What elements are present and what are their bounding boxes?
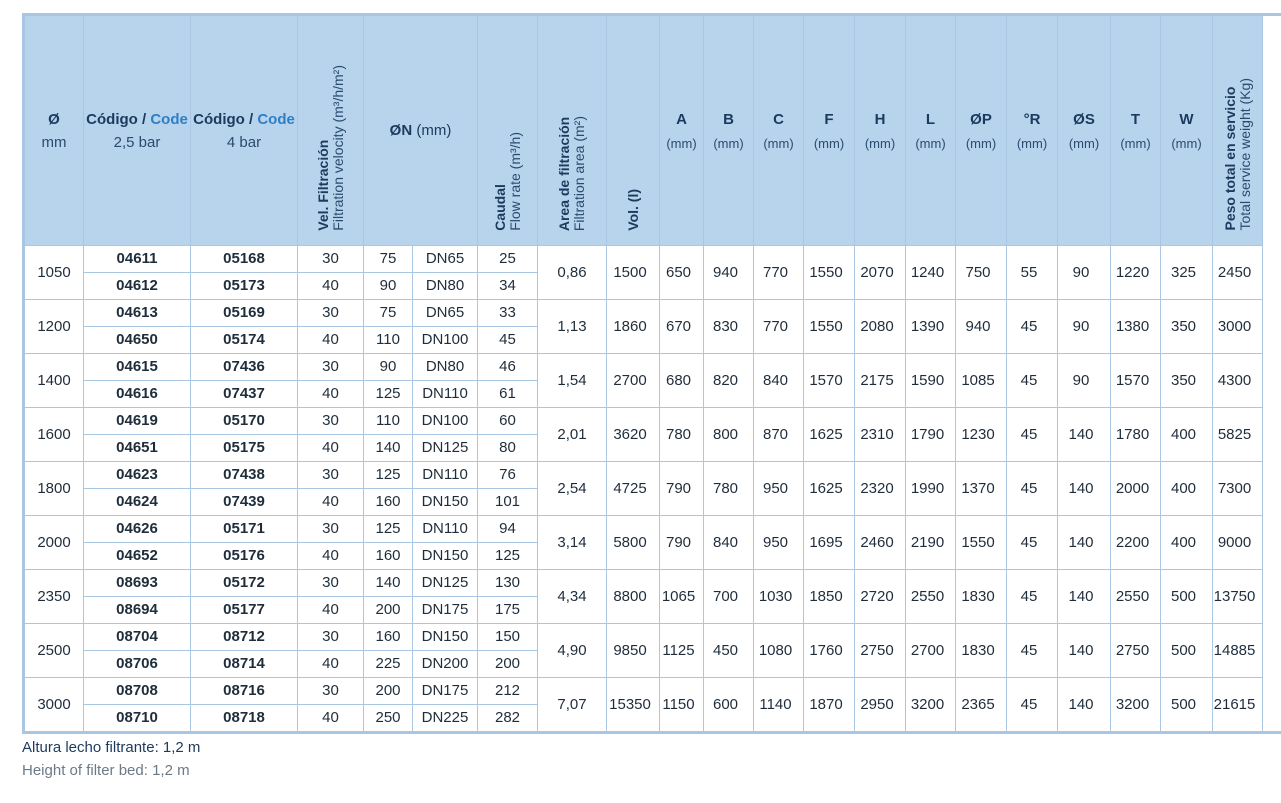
- cell-d: 1050: [24, 246, 84, 300]
- cell-n: 125: [364, 516, 413, 543]
- cell-w: 325: [1161, 246, 1213, 300]
- cell-c1: 08710: [84, 705, 191, 733]
- cell-l: 1990: [906, 462, 956, 516]
- cell-dn: DN200: [413, 651, 478, 678]
- table-row: [24, 246, 1281, 273]
- cell-d: 2500: [24, 624, 84, 678]
- cell-d: 2350: [24, 570, 84, 624]
- cell-a: 790: [660, 462, 704, 516]
- cell-dn: DN100: [413, 408, 478, 435]
- cell-c1: 04624: [84, 489, 191, 516]
- cell-q: 45: [478, 327, 538, 354]
- cell-v: 30: [298, 246, 364, 273]
- cell-d: 2000: [24, 516, 84, 570]
- cell-area: 0,86: [538, 246, 607, 300]
- col-code-4bar: Código / Code 4 bar: [191, 15, 298, 246]
- cell-c2: 08712: [191, 624, 298, 651]
- cell-s: 140: [1058, 678, 1111, 733]
- cell-vol: 15350: [607, 678, 660, 733]
- cell-n: 75: [364, 300, 413, 327]
- table-row: [24, 516, 1281, 543]
- cell-area: 1,13: [538, 300, 607, 354]
- cell-a: 650: [660, 246, 704, 300]
- cell-v: 30: [298, 462, 364, 489]
- cell-q: 33: [478, 300, 538, 327]
- cell-q: 200: [478, 651, 538, 678]
- cell-c: 870: [754, 408, 804, 462]
- cell-p: 1830: [956, 624, 1007, 678]
- cell-r: 55: [1007, 246, 1058, 300]
- cell-v: 30: [298, 300, 364, 327]
- cell-vol: 1860: [607, 300, 660, 354]
- cell-f: 1695: [804, 516, 855, 570]
- cell-b: 820: [704, 354, 754, 408]
- cell-c1: 04619: [84, 408, 191, 435]
- col-c: C (mm): [754, 15, 804, 246]
- cell-kg: 3000: [1213, 300, 1263, 354]
- cell-c2: 05173: [191, 273, 298, 300]
- cell-c2: 05172: [191, 570, 298, 597]
- cell-vol: 4725: [607, 462, 660, 516]
- cell-dn: DN100: [413, 327, 478, 354]
- cell-kg: 13750: [1213, 570, 1263, 624]
- cell-a: 790: [660, 516, 704, 570]
- cell-n: 90: [364, 273, 413, 300]
- cell-t: 2550: [1111, 570, 1161, 624]
- cell-q: 76: [478, 462, 538, 489]
- cell-c2: 05171: [191, 516, 298, 543]
- table-body: [24, 246, 1281, 733]
- table-row: [24, 354, 1281, 381]
- cell-f: 1870: [804, 678, 855, 733]
- table-row: [24, 408, 1281, 435]
- cell-r: 45: [1007, 624, 1058, 678]
- cell-w: 400: [1161, 462, 1213, 516]
- cell-n: 140: [364, 435, 413, 462]
- cell-t: 2000: [1111, 462, 1161, 516]
- cell-v: 30: [298, 354, 364, 381]
- cell-c1: 04616: [84, 381, 191, 408]
- table-row: [24, 300, 1281, 327]
- cell-b: 840: [704, 516, 754, 570]
- cell-kg: 7300: [1213, 462, 1263, 516]
- cell-p: 940: [956, 300, 1007, 354]
- cell-q: 130: [478, 570, 538, 597]
- cell-v: 40: [298, 651, 364, 678]
- cell-q: 60: [478, 408, 538, 435]
- cell-q: 94: [478, 516, 538, 543]
- cell-c2: 05174: [191, 327, 298, 354]
- col-filtration-velocity: Vel. Filtración Filtration velocity (m³/h/m²): [298, 15, 364, 246]
- cell-vol: 1500: [607, 246, 660, 300]
- cell-h: 2750: [855, 624, 906, 678]
- filter-bed-height-es: Altura lecho filtrante: 1,2 m: [22, 739, 201, 756]
- cell-q: 34: [478, 273, 538, 300]
- cell-c2: 05176: [191, 543, 298, 570]
- cell-v: 30: [298, 624, 364, 651]
- cell-dn: DN150: [413, 543, 478, 570]
- cell-dn: DN150: [413, 624, 478, 651]
- cell-b: 800: [704, 408, 754, 462]
- cell-n: 110: [364, 408, 413, 435]
- col-diameter: Ø mm: [24, 15, 84, 246]
- cell-r: 45: [1007, 300, 1058, 354]
- cell-dn: DN80: [413, 273, 478, 300]
- col-r: °R (mm): [1007, 15, 1058, 246]
- cell-vol: 5800: [607, 516, 660, 570]
- cell-n: 225: [364, 651, 413, 678]
- cell-r: 45: [1007, 354, 1058, 408]
- cell-n: 200: [364, 597, 413, 624]
- cell-dn: DN110: [413, 516, 478, 543]
- cell-c: 950: [754, 462, 804, 516]
- col-l: L (mm): [906, 15, 956, 246]
- col-p: ØP (mm): [956, 15, 1007, 246]
- table-row: [24, 678, 1281, 705]
- cell-q: 150: [478, 624, 538, 651]
- cell-dn: DN175: [413, 678, 478, 705]
- cell-c2: 08718: [191, 705, 298, 733]
- cell-q: 25: [478, 246, 538, 273]
- cell-c1: 04652: [84, 543, 191, 570]
- cell-c2: 05170: [191, 408, 298, 435]
- cell-l: 1790: [906, 408, 956, 462]
- cell-b: 600: [704, 678, 754, 733]
- cell-h: 2720: [855, 570, 906, 624]
- cell-c2: 07438: [191, 462, 298, 489]
- cell-c1: 04613: [84, 300, 191, 327]
- cell-n: 160: [364, 543, 413, 570]
- cell-s: 140: [1058, 570, 1111, 624]
- cell-c: 1080: [754, 624, 804, 678]
- spec-table-container: [22, 13, 1271, 734]
- col-a: A (mm): [660, 15, 704, 246]
- cell-s: 90: [1058, 354, 1111, 408]
- cell-area: 7,07: [538, 678, 607, 733]
- table-row: [24, 624, 1281, 651]
- cell-dn: DN110: [413, 381, 478, 408]
- cell-a: 780: [660, 408, 704, 462]
- cell-area: 2,54: [538, 462, 607, 516]
- cell-v: 40: [298, 489, 364, 516]
- cell-c2: 05168: [191, 246, 298, 273]
- cell-r: 45: [1007, 408, 1058, 462]
- cell-v: 30: [298, 570, 364, 597]
- cell-a: 1150: [660, 678, 704, 733]
- cell-q: 46: [478, 354, 538, 381]
- cell-l: 2700: [906, 624, 956, 678]
- cell-c1: 08704: [84, 624, 191, 651]
- cell-v: 30: [298, 516, 364, 543]
- cell-n: 250: [364, 705, 413, 733]
- cell-dn: DN225: [413, 705, 478, 733]
- cell-d: 1600: [24, 408, 84, 462]
- cell-c2: 08716: [191, 678, 298, 705]
- cell-vol: 3620: [607, 408, 660, 462]
- cell-v: 40: [298, 273, 364, 300]
- cell-dn: DN125: [413, 435, 478, 462]
- cell-l: 1590: [906, 354, 956, 408]
- cell-w: 400: [1161, 516, 1213, 570]
- cell-w: 500: [1161, 624, 1213, 678]
- cell-p: 1550: [956, 516, 1007, 570]
- cell-kg: 21615: [1213, 678, 1263, 733]
- cell-kg: 4300: [1213, 354, 1263, 408]
- cell-c: 840: [754, 354, 804, 408]
- cell-q: 80: [478, 435, 538, 462]
- cell-a: 680: [660, 354, 704, 408]
- cell-t: 1570: [1111, 354, 1161, 408]
- cell-s: 90: [1058, 246, 1111, 300]
- header-row: [24, 15, 1281, 246]
- cell-n: 140: [364, 570, 413, 597]
- cell-v: 30: [298, 408, 364, 435]
- col-nominal-diameter: ØN (mm): [364, 15, 478, 246]
- col-flow-rate: Caudal Flow rate (m³/h): [478, 15, 538, 246]
- table-row: [24, 570, 1281, 597]
- cell-dn: DN80: [413, 354, 478, 381]
- cell-c2: 08714: [191, 651, 298, 678]
- cell-kg: 14885: [1213, 624, 1263, 678]
- cell-p: 1085: [956, 354, 1007, 408]
- cell-c1: 04612: [84, 273, 191, 300]
- cell-w: 500: [1161, 570, 1213, 624]
- cell-b: 450: [704, 624, 754, 678]
- cell-c1: 04650: [84, 327, 191, 354]
- cell-b: 830: [704, 300, 754, 354]
- cell-h: 2070: [855, 246, 906, 300]
- footer-note: [22, 736, 200, 782]
- cell-t: 1220: [1111, 246, 1161, 300]
- cell-vol: 2700: [607, 354, 660, 408]
- cell-n: 125: [364, 462, 413, 489]
- cell-l: 2550: [906, 570, 956, 624]
- cell-dn: DN150: [413, 489, 478, 516]
- cell-p: 2365: [956, 678, 1007, 733]
- col-w: W (mm): [1161, 15, 1213, 246]
- cell-l: 3200: [906, 678, 956, 733]
- cell-c1: 04611: [84, 246, 191, 273]
- cell-t: 3200: [1111, 678, 1161, 733]
- cell-c: 770: [754, 300, 804, 354]
- cell-kg: 2450: [1213, 246, 1263, 300]
- col-volume: Vol. (l): [607, 15, 660, 246]
- cell-t: 1380: [1111, 300, 1161, 354]
- cell-c1: 04626: [84, 516, 191, 543]
- cell-b: 780: [704, 462, 754, 516]
- cell-t: 2200: [1111, 516, 1161, 570]
- col-f: F (mm): [804, 15, 855, 246]
- cell-dn: DN110: [413, 462, 478, 489]
- cell-area: 2,01: [538, 408, 607, 462]
- col-t: T (mm): [1111, 15, 1161, 246]
- cell-f: 1760: [804, 624, 855, 678]
- cell-c2: 07436: [191, 354, 298, 381]
- cell-l: 2190: [906, 516, 956, 570]
- cell-t: 2750: [1111, 624, 1161, 678]
- cell-s: 90: [1058, 300, 1111, 354]
- cell-c: 770: [754, 246, 804, 300]
- cell-v: 40: [298, 543, 364, 570]
- cell-w: 350: [1161, 354, 1213, 408]
- cell-h: 2175: [855, 354, 906, 408]
- cell-c1: 08708: [84, 678, 191, 705]
- cell-q: 101: [478, 489, 538, 516]
- cell-n: 110: [364, 327, 413, 354]
- cell-v: 40: [298, 327, 364, 354]
- cell-c1: 04651: [84, 435, 191, 462]
- cell-h: 2080: [855, 300, 906, 354]
- filter-bed-height-en: Height of filter bed: 1,2 m: [22, 762, 190, 779]
- cell-v: 30: [298, 678, 364, 705]
- cell-area: 4,90: [538, 624, 607, 678]
- cell-v: 40: [298, 435, 364, 462]
- cell-s: 140: [1058, 408, 1111, 462]
- cell-d: 3000: [24, 678, 84, 733]
- cell-q: 61: [478, 381, 538, 408]
- cell-d: 1800: [24, 462, 84, 516]
- col-s: ØS (mm): [1058, 15, 1111, 246]
- col-b: B (mm): [704, 15, 754, 246]
- cell-c2: 05177: [191, 597, 298, 624]
- cell-f: 1550: [804, 246, 855, 300]
- cell-q: 212: [478, 678, 538, 705]
- cell-n: 75: [364, 246, 413, 273]
- cell-s: 140: [1058, 462, 1111, 516]
- cell-n: 160: [364, 489, 413, 516]
- cell-w: 400: [1161, 408, 1213, 462]
- cell-w: 350: [1161, 300, 1213, 354]
- cell-h: 2320: [855, 462, 906, 516]
- cell-v: 40: [298, 705, 364, 733]
- cell-c: 950: [754, 516, 804, 570]
- cell-c2: 07439: [191, 489, 298, 516]
- col-service-weight: Peso total en servicio Total service weight (Kg): [1213, 15, 1263, 246]
- cell-d: 1400: [24, 354, 84, 408]
- cell-h: 2950: [855, 678, 906, 733]
- cell-c1: 04623: [84, 462, 191, 489]
- cell-v: 40: [298, 597, 364, 624]
- cell-area: 1,54: [538, 354, 607, 408]
- cell-b: 940: [704, 246, 754, 300]
- cell-p: 1830: [956, 570, 1007, 624]
- filter-spec-table: [22, 13, 1281, 734]
- cell-c1: 08693: [84, 570, 191, 597]
- cell-p: 1230: [956, 408, 1007, 462]
- table-row: [24, 462, 1281, 489]
- cell-c1: 08694: [84, 597, 191, 624]
- cell-t: 1780: [1111, 408, 1161, 462]
- cell-c2: 07437: [191, 381, 298, 408]
- cell-l: 1390: [906, 300, 956, 354]
- cell-r: 45: [1007, 462, 1058, 516]
- cell-d: 1200: [24, 300, 84, 354]
- cell-dn: DN175: [413, 597, 478, 624]
- cell-dn: DN65: [413, 246, 478, 273]
- cell-a: 670: [660, 300, 704, 354]
- cell-q: 282: [478, 705, 538, 733]
- cell-b: 700: [704, 570, 754, 624]
- cell-vol: 8800: [607, 570, 660, 624]
- cell-f: 1550: [804, 300, 855, 354]
- cell-c1: 08706: [84, 651, 191, 678]
- cell-r: 45: [1007, 570, 1058, 624]
- cell-c2: 05169: [191, 300, 298, 327]
- cell-f: 1625: [804, 462, 855, 516]
- cell-f: 1570: [804, 354, 855, 408]
- cell-c1: 04615: [84, 354, 191, 381]
- col-code-25bar: Código / Code 2,5 bar: [84, 15, 191, 246]
- cell-h: 2310: [855, 408, 906, 462]
- cell-a: 1125: [660, 624, 704, 678]
- cell-s: 140: [1058, 516, 1111, 570]
- cell-l: 1240: [906, 246, 956, 300]
- cell-c2: 05175: [191, 435, 298, 462]
- cell-dn: DN65: [413, 300, 478, 327]
- cell-c: 1030: [754, 570, 804, 624]
- cell-w: 500: [1161, 678, 1213, 733]
- cell-kg: 9000: [1213, 516, 1263, 570]
- cell-area: 3,14: [538, 516, 607, 570]
- cell-p: 1370: [956, 462, 1007, 516]
- cell-area: 4,34: [538, 570, 607, 624]
- cell-vol: 9850: [607, 624, 660, 678]
- cell-r: 45: [1007, 678, 1058, 733]
- cell-v: 40: [298, 381, 364, 408]
- cell-n: 90: [364, 354, 413, 381]
- cell-s: 140: [1058, 624, 1111, 678]
- col-h: H (mm): [855, 15, 906, 246]
- cell-dn: DN125: [413, 570, 478, 597]
- cell-q: 125: [478, 543, 538, 570]
- cell-f: 1850: [804, 570, 855, 624]
- cell-kg: 5825: [1213, 408, 1263, 462]
- cell-n: 200: [364, 678, 413, 705]
- cell-r: 45: [1007, 516, 1058, 570]
- col-filtration-area: Area de filtración Filtration area (m²): [538, 15, 607, 246]
- cell-c: 1140: [754, 678, 804, 733]
- cell-h: 2460: [855, 516, 906, 570]
- cell-f: 1625: [804, 408, 855, 462]
- cell-a: 1065: [660, 570, 704, 624]
- cell-p: 750: [956, 246, 1007, 300]
- cell-q: 175: [478, 597, 538, 624]
- cell-n: 160: [364, 624, 413, 651]
- cell-n: 125: [364, 381, 413, 408]
